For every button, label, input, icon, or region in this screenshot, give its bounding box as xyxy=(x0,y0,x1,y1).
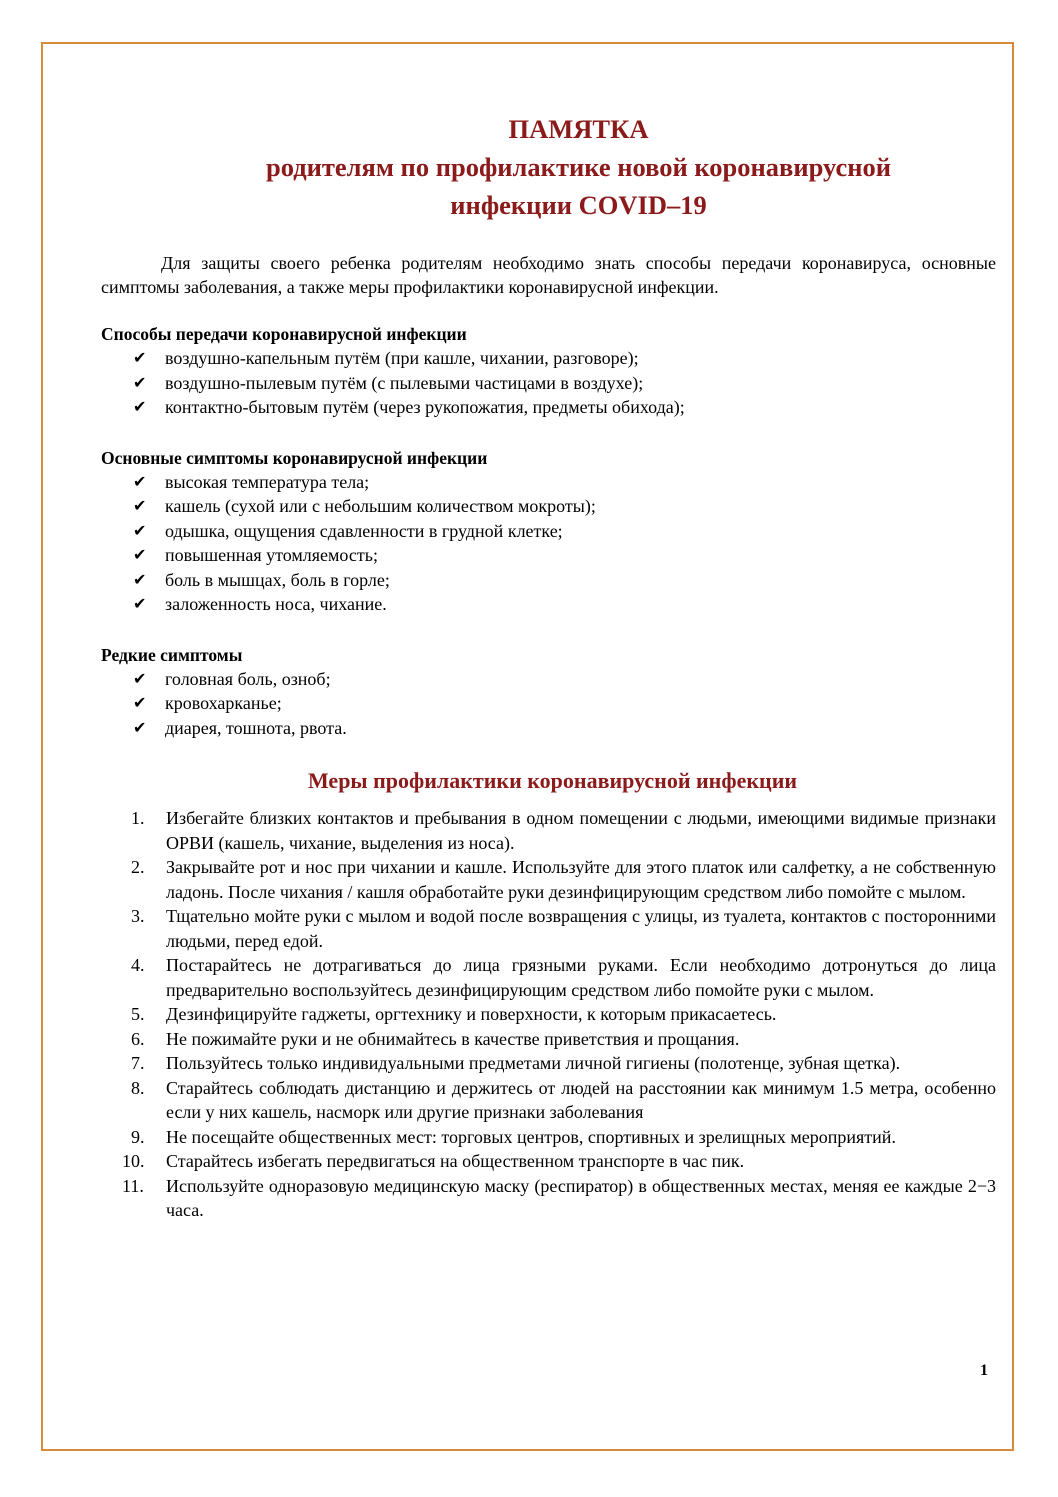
measure-text: Пользуйтесь только индивидуальными предметами личной гигиены (полотенце, зубная щетка). xyxy=(166,1053,901,1073)
measure-item xyxy=(101,1174,996,1223)
check-icon: ✔ xyxy=(133,693,147,712)
list-item-text: высокая температура тела; xyxy=(165,471,370,492)
check-icon: ✔ xyxy=(133,594,147,613)
check-icon: ✔ xyxy=(133,348,147,367)
measure-item xyxy=(101,1027,996,1052)
measure-item xyxy=(101,1125,996,1150)
intro-paragraph: Для защиты своего ребенка родителям необходимо знать способы передачи коронавируса, основные симптомы заболевания, а также меры профилактики коронавирусной инфекции. xyxy=(101,253,996,297)
measure-item xyxy=(101,1076,996,1125)
check-icon: ✔ xyxy=(133,471,147,491)
measure-text: Старайтесь соблюдать дистанцию и держитесь от людей на расстоянии как минимум 1.5 метра, особенно если у них кашель, насморк или другие признаки заболевания xyxy=(166,1077,996,1122)
symptoms-list xyxy=(101,470,996,617)
title-line-3: инфекции COVID–19 xyxy=(450,190,707,220)
list-item xyxy=(133,371,996,396)
page-number: 1 xyxy=(980,1362,988,1379)
measure-text: Избегайте близких контактов и пребывания в одном помещении с людьми, имеющими видимые признаки ОРВИ (кашель, чихание, выделения из носа). xyxy=(166,808,996,853)
measure-number: 11. xyxy=(122,1175,144,1196)
measure-number: 4. xyxy=(131,955,145,975)
list-item-text: одышка, ощущения сдавленности в грудной клетке; xyxy=(165,520,563,541)
check-icon: ✔ xyxy=(133,569,147,589)
list-item xyxy=(133,346,996,371)
measure-text: Тщательно мойте руки с мылом и водой после возвращения с улицы, из туалета, контактов с посторонними людьми, перед едой. xyxy=(166,906,996,951)
list-item xyxy=(133,519,996,544)
check-icon: ✔ xyxy=(133,372,147,392)
list-item-text: контактно-бытовым путём (через рукопожатия, предметы обихода); xyxy=(165,397,685,417)
measure-text: Старайтесь избегать передвигаться на общественном транспорте в час пик. xyxy=(166,1151,745,1171)
rare-symptoms-heading: Редкие симптомы xyxy=(101,644,243,665)
list-item xyxy=(133,716,996,741)
list-item xyxy=(133,395,996,420)
measure-item xyxy=(101,855,996,904)
measure-item xyxy=(101,806,996,855)
check-icon: ✔ xyxy=(133,545,147,564)
list-item-text: воздушно-пылевым путём (с пылевыми частицами в воздухе); xyxy=(165,372,644,393)
check-icon: ✔ xyxy=(133,496,147,515)
list-item-text: заложенность носа, чихание. xyxy=(165,594,387,614)
measure-number: 3. xyxy=(131,906,145,926)
measure-number: 7. xyxy=(131,1053,145,1073)
list-item xyxy=(133,470,996,495)
check-icon: ✔ xyxy=(133,520,147,540)
measure-item xyxy=(101,1002,996,1027)
measure-text: Дезинфицируйте гаджеты, оргтехнику и поверхности, к которым прикасаетесь. xyxy=(166,1004,777,1024)
measure-number: 10. xyxy=(122,1151,145,1171)
measure-text: Используйте одноразовую медицинскую маску (респиратор) в общественных местах, меняя ее каждые 2−3 часа. xyxy=(166,1175,996,1220)
list-item-text: головная боль, озноб; xyxy=(165,668,331,689)
check-icon: ✔ xyxy=(133,717,147,737)
document-content xyxy=(101,110,996,1223)
list-item-text: кровохарканье; xyxy=(165,693,282,713)
list-item xyxy=(133,667,996,692)
title-line-1: ПАМЯТКА xyxy=(508,114,649,144)
rare-symptoms-list xyxy=(101,667,996,741)
document-title xyxy=(161,110,996,224)
measure-number: 8. xyxy=(131,1077,145,1098)
list-item xyxy=(133,691,996,716)
transmission-heading: Способы передачи коронавирусной инфекции xyxy=(101,324,467,344)
measure-item xyxy=(101,1051,996,1076)
measure-number: 9. xyxy=(131,1126,145,1147)
check-icon: ✔ xyxy=(133,668,147,688)
measure-number: 1. xyxy=(131,808,145,828)
symptoms-heading: Основные симптомы коронавирусной инфекции xyxy=(101,447,488,468)
measures-heading: Меры профилактики коронавирусной инфекции xyxy=(307,768,798,793)
measure-number: 6. xyxy=(131,1028,145,1049)
measure-item xyxy=(101,904,996,953)
list-item xyxy=(133,494,996,519)
list-item-text: воздушно-капельным путём (при кашле, чихании, разговоре); xyxy=(165,348,639,368)
measure-number: 5. xyxy=(131,1004,145,1024)
measure-number: 2. xyxy=(131,857,145,877)
title-line-2: родителям по профилактике новой коронавирусной xyxy=(266,152,891,182)
list-item xyxy=(133,568,996,593)
check-icon: ✔ xyxy=(133,397,147,416)
list-item-text: кашель (сухой или с небольшим количеством мокроты); xyxy=(165,496,596,516)
list-item-text: повышенная утомляемость; xyxy=(165,545,378,565)
measure-text: Закрывайте рот и нос при чихании и кашле. Используйте для этого платок или салфетку, а не собственную ладонь. После чихания / кашля обработайте руки дезинфицирующим средством либо помойте с мылом. xyxy=(166,857,996,902)
list-item-text: боль в мышцах, боль в горле; xyxy=(165,569,390,590)
list-item xyxy=(133,543,996,568)
measure-text: Не посещайте общественных мест: торговых центров, спортивных и зрелищных мероприятий. xyxy=(166,1126,896,1147)
measure-text: Не пожимайте руки и не обнимайтесь в качестве приветствия и прощания. xyxy=(166,1028,740,1049)
list-item-text: диарея, тошнота, рвота. xyxy=(165,717,347,738)
transmission-list xyxy=(101,346,996,420)
measure-text: Постарайтесь не дотрагиваться до лица грязными руками. Если необходимо дотронуться до лица предварительно воспользуйтесь дезинфицирующим средством либо помойте руки с мылом. xyxy=(166,955,996,1000)
measure-item xyxy=(101,953,996,1002)
measures-list xyxy=(101,806,996,1223)
measure-item xyxy=(101,1149,996,1174)
list-item xyxy=(133,592,996,617)
